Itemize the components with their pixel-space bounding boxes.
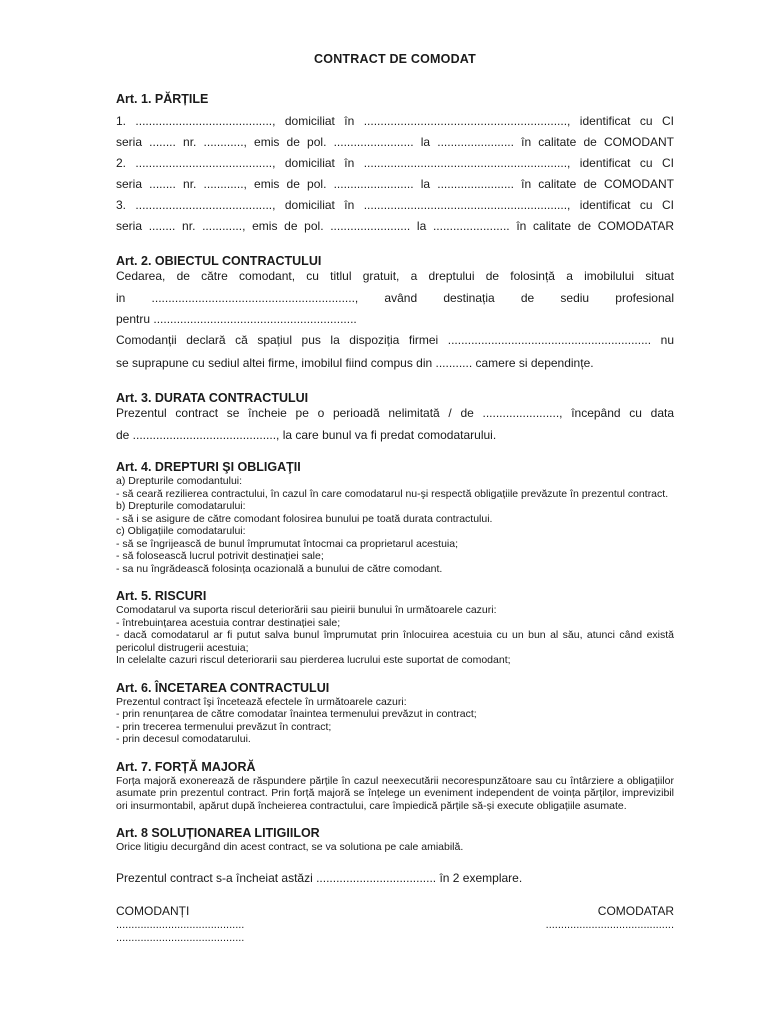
object-line: in ............................................................., având destinația de sediu profesional [116,291,674,305]
disputes-text: Orice litigiu decurgând din acest contract, se va solutiona pe cale amiabilă. [116,841,464,853]
risk-line: In celelalte cazuri riscul deteriorarii sau pierderea lucrului este suportat de comodant; [116,654,511,666]
section-heading: Art. 4. DREPTURI ŞI OBLIGAŢII [116,460,301,474]
closing-statement: Prezentul contract s-a încheiat astăzi .................................... în 2 exemplare. [116,870,523,885]
section-disputes [116,826,674,854]
duration-line: Prezentul contract se încheie pe o perioadă nelimitată / de ......................., începând cu data [116,406,674,420]
contract-document [116,52,674,945]
termination-line: Prezentul contract îşi încetează efectele în următoarele cazuri: [116,695,407,708]
termination-line: - prin decesul comodatarului. [116,733,251,745]
rights-line: - să ceară rezilierea contractului, în cazul în care comodatarul nu-şi respectă obligațiile prevăzute în prezentul contract. [116,487,669,500]
signature-left [116,904,244,945]
section-force-majeure [116,760,674,813]
section-duration [116,391,674,446]
section-heading: Art. 2. OBIECTUL CONTRACTULUI [116,254,322,268]
section-rights-obligations [116,460,674,575]
signature-right [546,904,674,945]
risk-line: - dacă comodatarul ar fi putut salva bunul împrumutat prin înlocuirea acestuia cu un bun al său, atunci când există pericolul distrugerii acestuia; [116,629,674,654]
rights-line: - să folosească lucrul potrivit destinației sale; [116,550,324,562]
termination-line: - prin trecerea termenului prevăzut în contract; [116,720,332,733]
rights-line: c) Obligațiile comodatarului: [116,525,246,537]
party-line: 2. ........................................., domiciliat în ............................................................., identificat cu CI [116,156,674,170]
duration-line: de ..........................................., la care bunul va fi predat comodatarului. [116,428,497,442]
signature-label-comodatar: COMODATAR [597,903,674,918]
signature-block [116,904,674,945]
rights-line: - sa nu îngrădească folosința ocazională a bunului de către comodant. [116,562,443,575]
section-parties [116,92,674,237]
object-line: se suprapune cu sediul altei firme, imobilul fiind compus din ........... camere si dependințe. [116,356,594,370]
risk-line: Comodatarul va suporta riscul deteriorării sau pieirii bunului în următoarele cazuri: [116,604,497,616]
section-heading: Art. 3. DURATA CONTRACTULUI [116,391,309,405]
document-title: CONTRACT DE COMODAT [314,52,476,66]
party-line: 3. ........................................., domiciliat în ............................................................., identificat cu CI [116,198,674,212]
section-heading: Art. 7. FORȚĂ MAJORĂ [116,759,256,774]
party-line: seria ........ nr. ............, emis de pol. ........................ la ....................... în calitate de COMODANT [116,135,674,149]
section-heading: Art. 5. RISCURI [116,589,207,603]
rights-line: - să se îngrijească de bunul împrumutat întocmai ca proprietarul acestuia; [116,537,459,550]
section-heading: Art. 8 SOLUȚIONAREA LITIGIILOR [116,826,320,840]
termination-line: - prin renunțarea de către comodatar înaintea termenului prevăzut in contract; [116,708,477,720]
signature-line: .......................................... [116,918,245,931]
signature-line: .......................................... [545,918,674,931]
section-termination [116,681,674,746]
signature-line: .......................................... [116,931,245,944]
force-majeure-text: Forța majoră exonerează de răspundere părțile în cazul neexecutării necorespunzătoare sau cu întârziere a obligațiilor asumate prin prezentul contract. Prin forță majoră se înțelege un eveniment independent de voința părților, imprevizibil ori insurmontabil, apărut după încheierea contractului, care împiedică părțile să-și execute obligațiile asumate. [116,774,674,812]
rights-line: a) Drepturile comodantului: [116,475,243,487]
party-line: seria ........ nr. ............, emis de pol. ........................ la ....................... în calitate de COMODATAR [116,219,674,233]
object-line: Cedarea, de către comodant, cu titlul gratuit, a dreptului de folosință a imobilului situat [116,269,674,283]
section-heading: Art. 6. ÎNCETAREA CONTRACTULUI [116,680,330,695]
section-risks [116,589,674,667]
party-line: 1. ........................................., domiciliat în ............................................................., identificat cu CI [116,114,674,128]
party-line: seria ........ nr. ............, emis de pol. ........................ la ....................... în calitate de COMODANT [116,177,674,191]
section-object [116,254,674,374]
rights-line: - să i se asigure de către comodant folosirea bunului pe toată durata contractului. [116,512,493,525]
object-line: Comodanții declară că spațiul pus la dispoziția firmei ............................................................. nu [116,333,674,347]
section-heading: Art. 1. PĂRȚILE [116,92,209,106]
signature-label-comodanti: COMODANȚI [116,903,190,918]
risk-line: - întrebuințarea acestuia contrar destinației sale; [116,616,341,629]
object-line: pentru ............................................................. [116,312,357,326]
rights-line: b) Drepturile comodatarului: [116,500,246,512]
